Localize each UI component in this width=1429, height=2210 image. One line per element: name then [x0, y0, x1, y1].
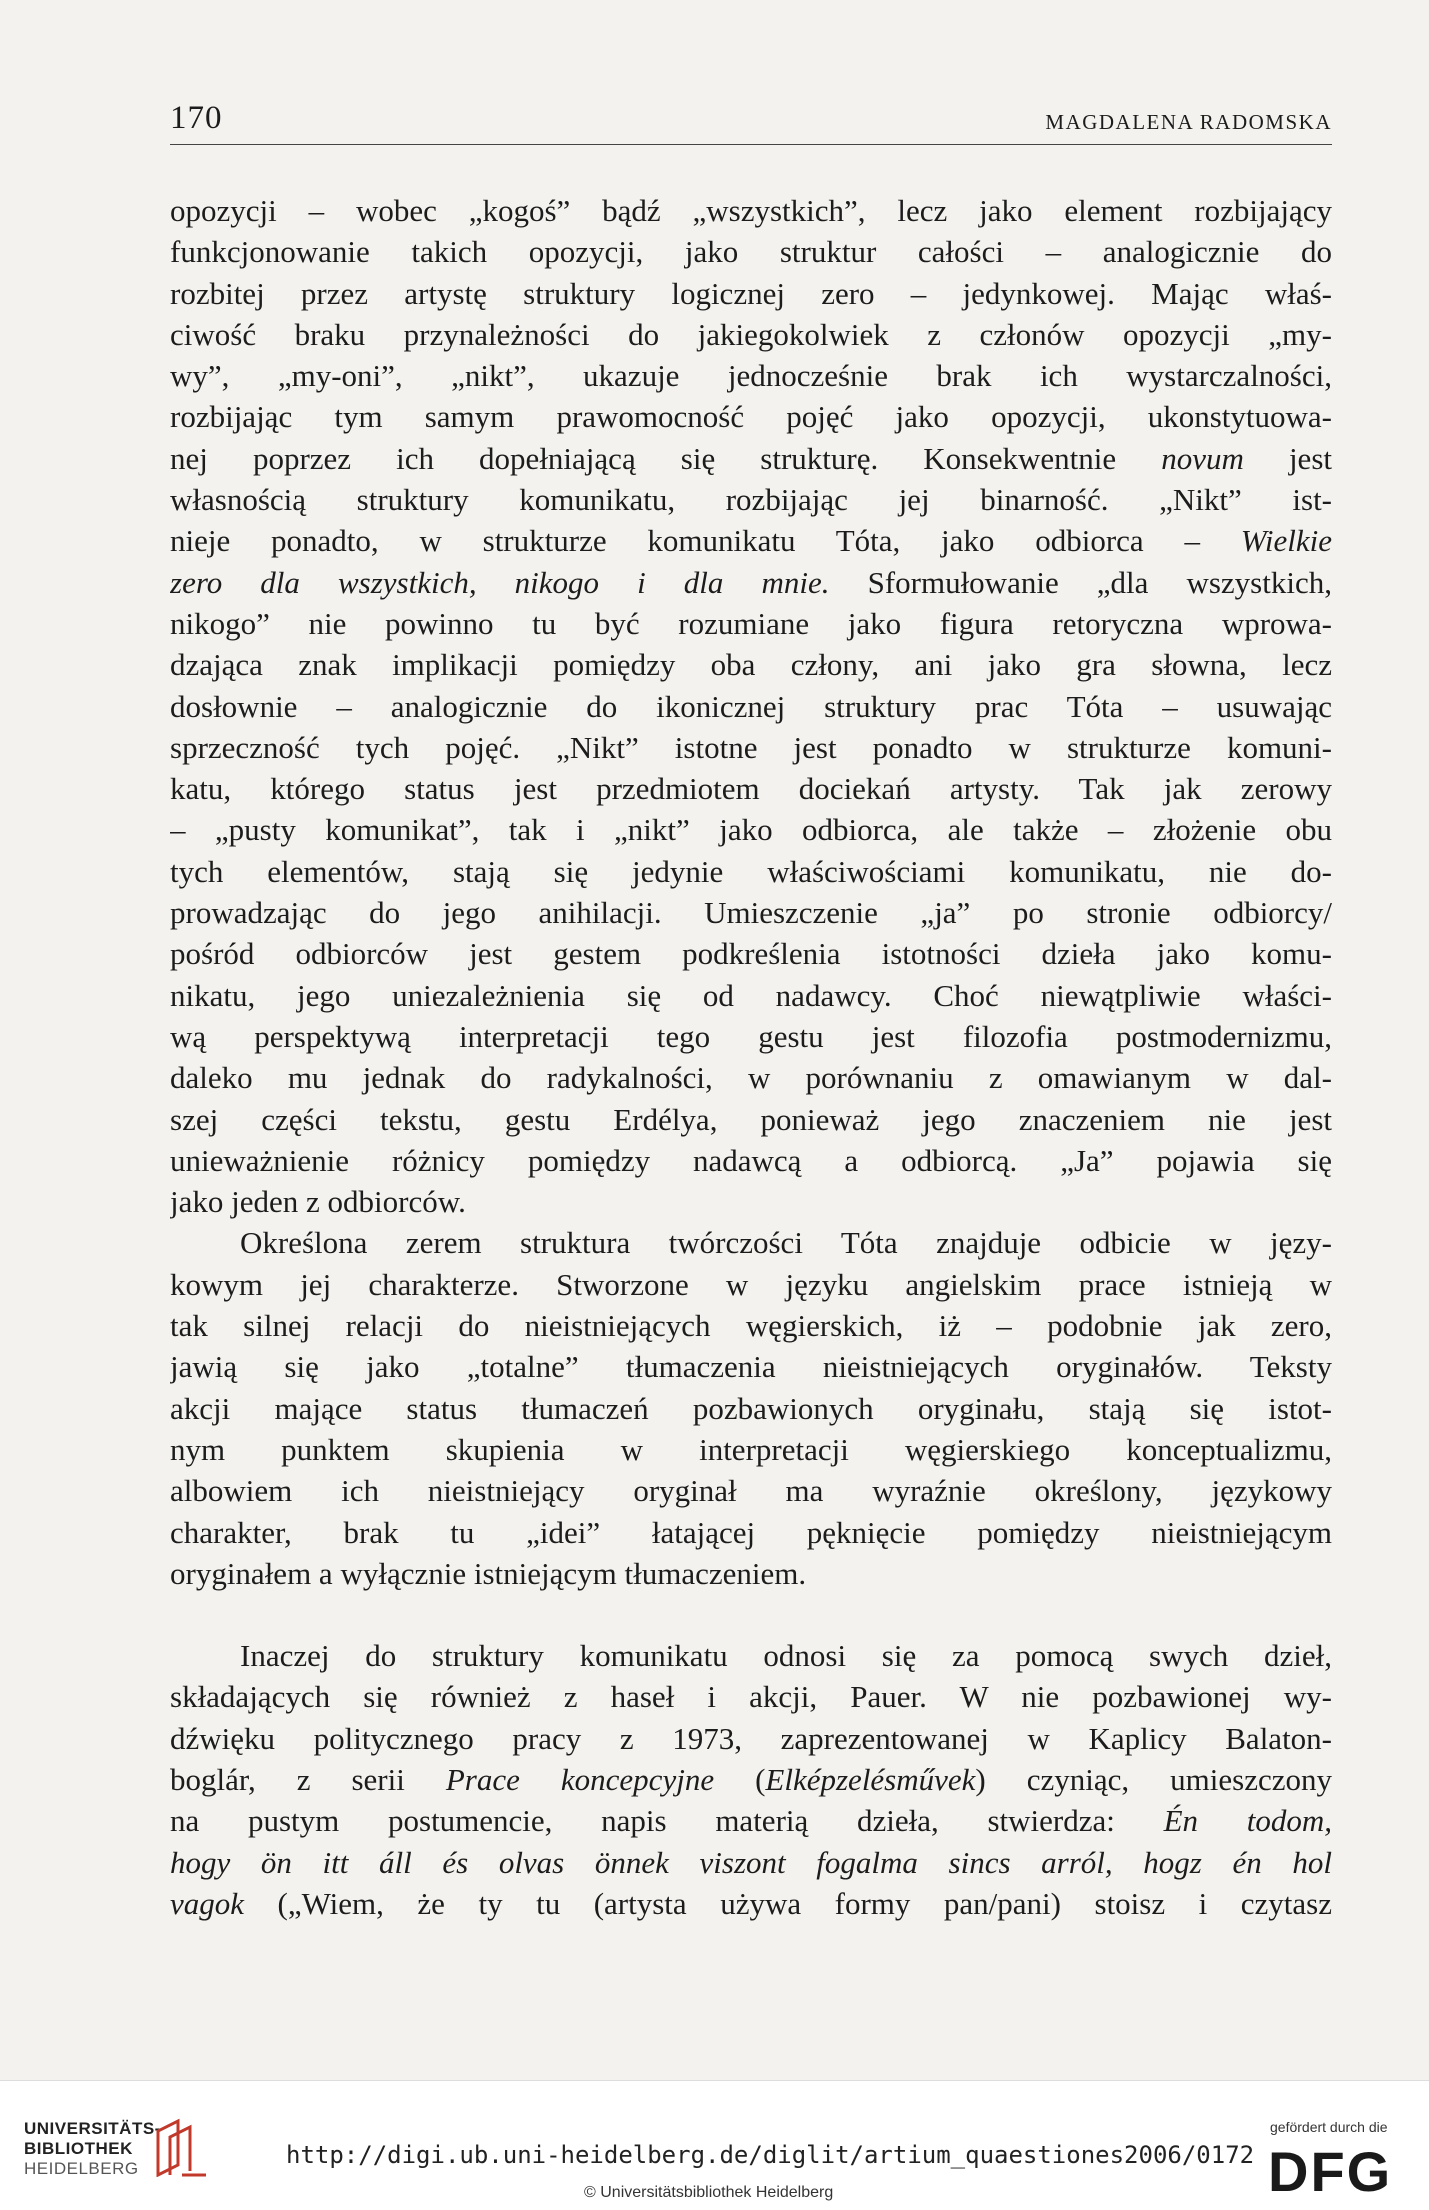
text-span: boglár, z serii [170, 1761, 446, 1797]
library-logo [24, 2119, 164, 2179]
text-line: nikatu, jego uniezależnienia się od nadawcy. Choć niewątpliwie właści- [170, 977, 1332, 1013]
library-name-line: HEIDELBERG [24, 2159, 139, 2178]
italic-title: Wielkie [1240, 523, 1332, 559]
funding-label: gefördert durch die [1270, 2119, 1388, 2135]
body-text [170, 190, 1332, 1924]
library-name-line: BIBLIOTHEK [24, 2139, 133, 2158]
text-line: albowiem ich nieistniejący oryginał ma wyraźnie określony, językowy [170, 1473, 1332, 1509]
text-line: daleko mu jednak do radykalności, w porównaniu z omawianym w dal- [170, 1060, 1332, 1096]
section-gap [170, 1594, 1332, 1635]
text-line: dosłownie – analogicznie do ikonicznej struktury prac Tóta – usuwając [170, 688, 1332, 724]
running-head: MAGDALENA RADOMSKA [1045, 110, 1332, 134]
text-line [170, 438, 1332, 479]
text-line: unieważnienie różnicy pomiędzy nadawcą a odbiorcą. „Ja” pojawia się [170, 1142, 1332, 1178]
text-line: dźwięku politycznego pracy z 1973, zaprezentowanej w Kaplicy Balaton- [170, 1720, 1332, 1756]
text-line: – „pusty komunikat”, tak i „nikt” jako odbiorca, ale także – złożenie obu [170, 812, 1332, 848]
text-span: na pustym postumencie, napis materią dzieła, stwierdza: [170, 1803, 1164, 1839]
text-line: dzająca znak implikacji pomiędzy oba człony, ani jako gra słowna, lecz [170, 647, 1332, 683]
text-line: katu, którego status jest przedmiotem dociekań artysty. Tak jak zerowy [170, 771, 1332, 807]
text-span: jest [1243, 440, 1332, 476]
text-line: oryginałem a wyłącznie istniejącym tłumaczeniem. [170, 1555, 807, 1591]
italic-quote: vagok [170, 1885, 245, 1921]
library-name-line: UNIVERSITÄTS- [24, 2119, 161, 2138]
text-line: pośród odbiorców jest gestem podkreślenia istotności dzieła jako komu- [170, 936, 1332, 972]
text-span: nieje ponadto, w strukturze komunikatu Tóta, jako odbiorca – [170, 523, 1241, 559]
text-line: rozbitej przez artystę struktury logicznej zero – jedynkowej. Mając właś- [170, 275, 1332, 311]
text-line: rozbijając tym samym prawomocność pojęć jako opozycji, ukonstytuowa- [170, 399, 1332, 435]
page-number: 170 [170, 100, 223, 136]
text-line: sprzeczność tych pojęć. „Nikt” istotne jest ponadto w strukturze komuni- [170, 729, 1332, 765]
paragraph [170, 1222, 1332, 1594]
library-mark-icon [148, 2117, 212, 2177]
text-line: prowadzając do jego anihilacji. Umieszczenie „ja” po stronie odbiorcy/ [170, 895, 1332, 931]
text-line [170, 562, 1332, 603]
text-line: kowym jej charakterze. Stworzone w języku angielskim prace istnieją w [170, 1266, 1332, 1302]
text-span: Sformułowanie „dla wszystkich, [829, 564, 1332, 600]
text-line: jako jeden z odbiorców. [170, 1184, 466, 1220]
text-line: charakter, brak tu „idei” łatającej pęknięcie pomiędzy nieistniejącym [170, 1514, 1332, 1550]
text-line [170, 1800, 1332, 1841]
text-line: nikogo” nie powinno tu być rozumiane jako figura retoryczna wprowa- [170, 605, 1332, 641]
text-line: jawią się jako „totalne” tłumaczenia nieistniejących oryginałów. Teksty [170, 1349, 1332, 1385]
text-span: („Wiem, że ty tu (artysta używa formy pan/pani) stoisz i czytasz [244, 1885, 1332, 1921]
text-line: wy”, „my-oni”, „nikt”, ukazuje jednocześnie brak ich wystarczalności, [170, 358, 1332, 394]
text-span: ( [714, 1761, 766, 1797]
text-line: wą perspektywą interpretacji tego gestu jest filozofia postmodernizmu, [170, 1018, 1332, 1054]
paragraph [170, 1635, 1332, 1924]
text-line: szej części tekstu, gestu Erdélya, ponieważ jego znaczeniem nie jest [170, 1101, 1332, 1137]
page-header [170, 98, 1332, 145]
italic-title: Prace koncepcyjne [445, 1761, 715, 1797]
italic-term: novum [1161, 440, 1244, 476]
text-line [170, 1759, 1332, 1800]
italic-title: zero dla wszystkich, nikogo i dla mnie. [170, 564, 830, 600]
text-line: Inaczej do struktury komunikatu odnosi się za pomocą swych dzieł, [240, 1638, 1332, 1674]
text-line: akcji mające status tłumaczeń pozbawionych oryginału, stają się istot- [170, 1390, 1332, 1426]
digitization-footer [0, 2080, 1429, 2210]
permalink-url[interactable]: http://digi.ub.uni-heidelberg.de/diglit/artium_quaestiones2006/0172 [286, 2141, 1255, 2169]
text-line: nym punktem skupienia w interpretacji węgierskiego konceptualizmu, [170, 1431, 1332, 1467]
text-line: opozycji – wobec „kogoś” bądź „wszystkich”, lecz jako element rozbijający [170, 193, 1332, 228]
copyright-notice: © Universitätsbibliothek Heidelberg [584, 2184, 834, 2201]
text-line: własnością struktury komunikatu, rozbijając jej binarność. „Nikt” ist- [170, 482, 1332, 518]
text-line: składających się również z haseł i akcji, Pauer. W nie pozbawionej wy- [170, 1679, 1332, 1715]
text-line [170, 1883, 1332, 1924]
dfg-logo: DFG [1268, 2140, 1393, 2203]
text-line: Określona zerem struktura twórczości Tóta znajduje odbicie w języ- [240, 1225, 1332, 1261]
text-line: tych elementów, stają się jedynie właściwościami komunikatu, nie do- [170, 853, 1332, 889]
text-span: ) czyniąc, umieszczony [975, 1761, 1332, 1797]
paragraph [170, 190, 1332, 1222]
italic-quote: Én todom, [1163, 1803, 1332, 1839]
text-line: hogy ön itt áll és olvas önnek viszont fogalma sincs arról, hogz én hol [170, 1844, 1332, 1880]
text-line: funkcjonowanie takich opozycji, jako struktur całości – analogicznie do [170, 234, 1332, 270]
text-span: nej poprzez ich dopełniającą się strukturę. Konsekwentnie [170, 440, 1117, 476]
text-line: ciwość braku przynależności do jakiegokolwiek z członów opozycji „my- [170, 316, 1332, 352]
text-line: tak silnej relacji do nieistniejących węgierskich, iż – podobnie jak zero, [170, 1308, 1332, 1344]
italic-title: Elképzelésművek [765, 1761, 976, 1797]
text-line [170, 520, 1332, 561]
